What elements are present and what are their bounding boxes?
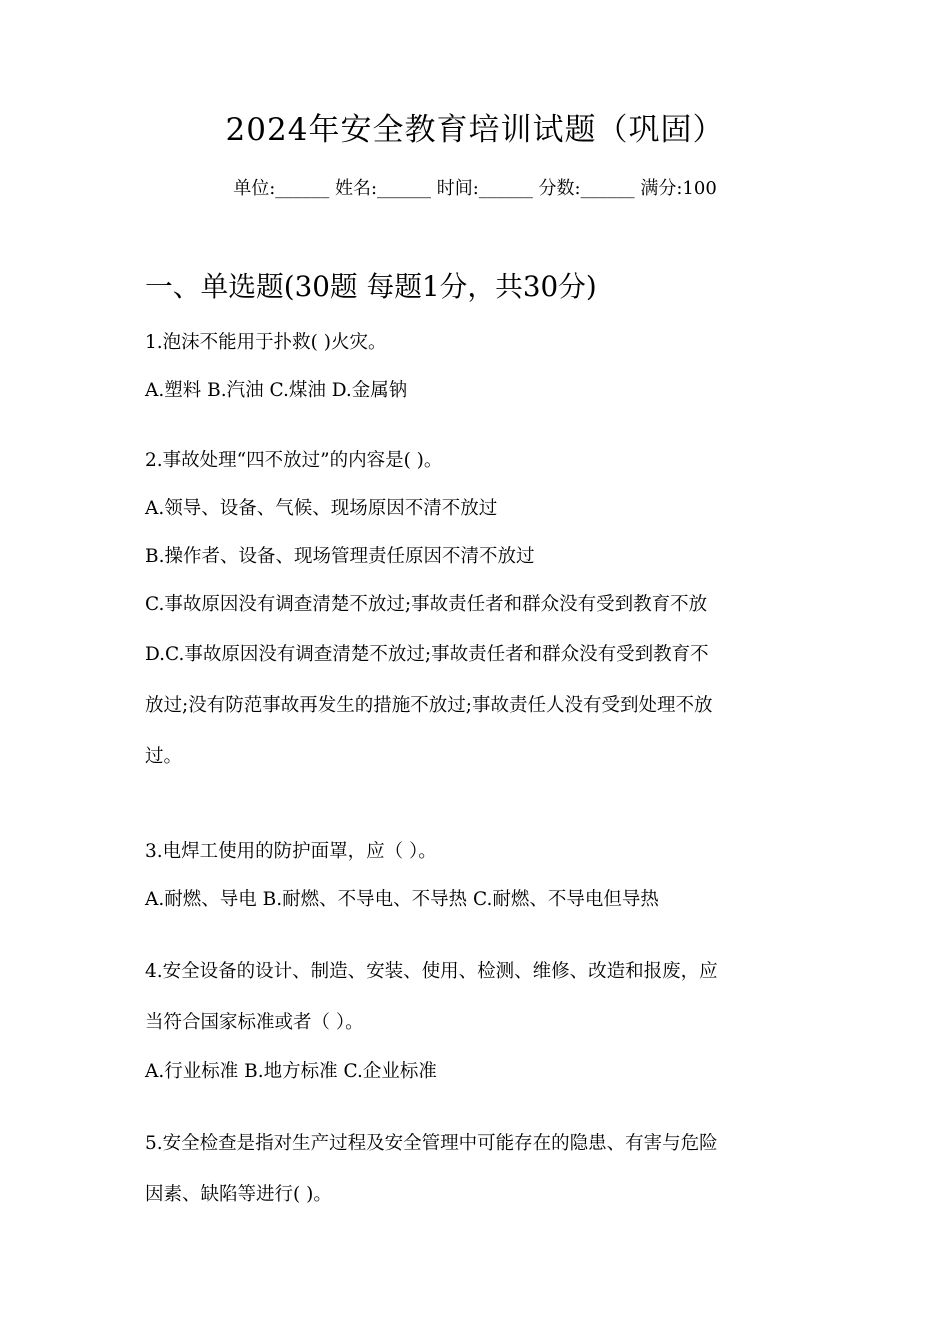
question-4	[145, 946, 813, 1096]
question-stem	[145, 437, 813, 485]
question-stem-line: 4.安全设备的设计、制造、安装、使用、检测、维修、改造和报废，应	[145, 961, 718, 982]
exam-info-line: 单位:______ 姓名:______ 时间:______ 分数:______ 满分:100	[233, 178, 717, 199]
question-5	[145, 1118, 813, 1220]
question-options	[145, 629, 813, 782]
option-line: 过。	[145, 746, 183, 767]
question-options	[145, 485, 813, 629]
question-stem-line: 当符合国家标准或者（ ）。	[145, 1012, 364, 1033]
question-content	[145, 272, 813, 1220]
question-stem-line: 3.电焊工使用的防护面罩，应（ ）。	[145, 841, 437, 862]
option-line: D.C.事故原因没有调查清楚不放过;事故责任者和群众没有受到教育不	[145, 644, 709, 665]
question-stem	[145, 946, 813, 1048]
option-line: A.行业标准 B.地方标准 C.企业标准	[145, 1061, 437, 1082]
page-title: 2024年安全教育培训试题（巩固）	[225, 112, 725, 148]
question-3	[145, 828, 813, 924]
spacer	[145, 782, 813, 828]
option-line: A.耐燃、导电 B.耐燃、不导电、不导热 C.耐燃、不导电但导热	[145, 889, 659, 910]
question-stem	[145, 319, 813, 367]
question-stem	[145, 828, 813, 876]
spacer	[145, 924, 813, 946]
question-stem	[145, 1118, 813, 1220]
question-stem-line: 因素、缺陷等进行( )。	[145, 1184, 332, 1205]
option-line: A.领导、设备、气候、现场原因不清不放过	[145, 498, 498, 519]
question-stem-line: 5.安全检查是指对生产过程及安全管理中可能存在的隐患、有害与危险	[145, 1133, 718, 1154]
spacer	[145, 1096, 813, 1118]
question-2	[145, 437, 813, 782]
question-options	[145, 367, 813, 415]
option-line: 放过;没有防范事故再发生的措施不放过;事故责任人没有受到处理不放	[145, 695, 713, 716]
spacer	[145, 415, 813, 437]
question-stem-line: 2.事故处理“四不放过”的内容是( )。	[145, 450, 443, 471]
question-options	[145, 876, 813, 924]
option-line: C.事故原因没有调查清楚不放过;事故责任者和群众没有受到教育不放	[145, 594, 708, 615]
option-line: B.操作者、设备、现场管理责任原因不清不放过	[145, 546, 535, 567]
question-stem-line: 1.泡沫不能用于扑救( )火灾。	[145, 332, 387, 353]
section-heading: 一、单选题(30题 每题1分，共30分)	[145, 270, 597, 303]
question-1	[145, 319, 813, 415]
option-line: A.塑料 B.汽油 C.煤油 D.金属钠	[145, 380, 408, 401]
question-options	[145, 1048, 813, 1096]
